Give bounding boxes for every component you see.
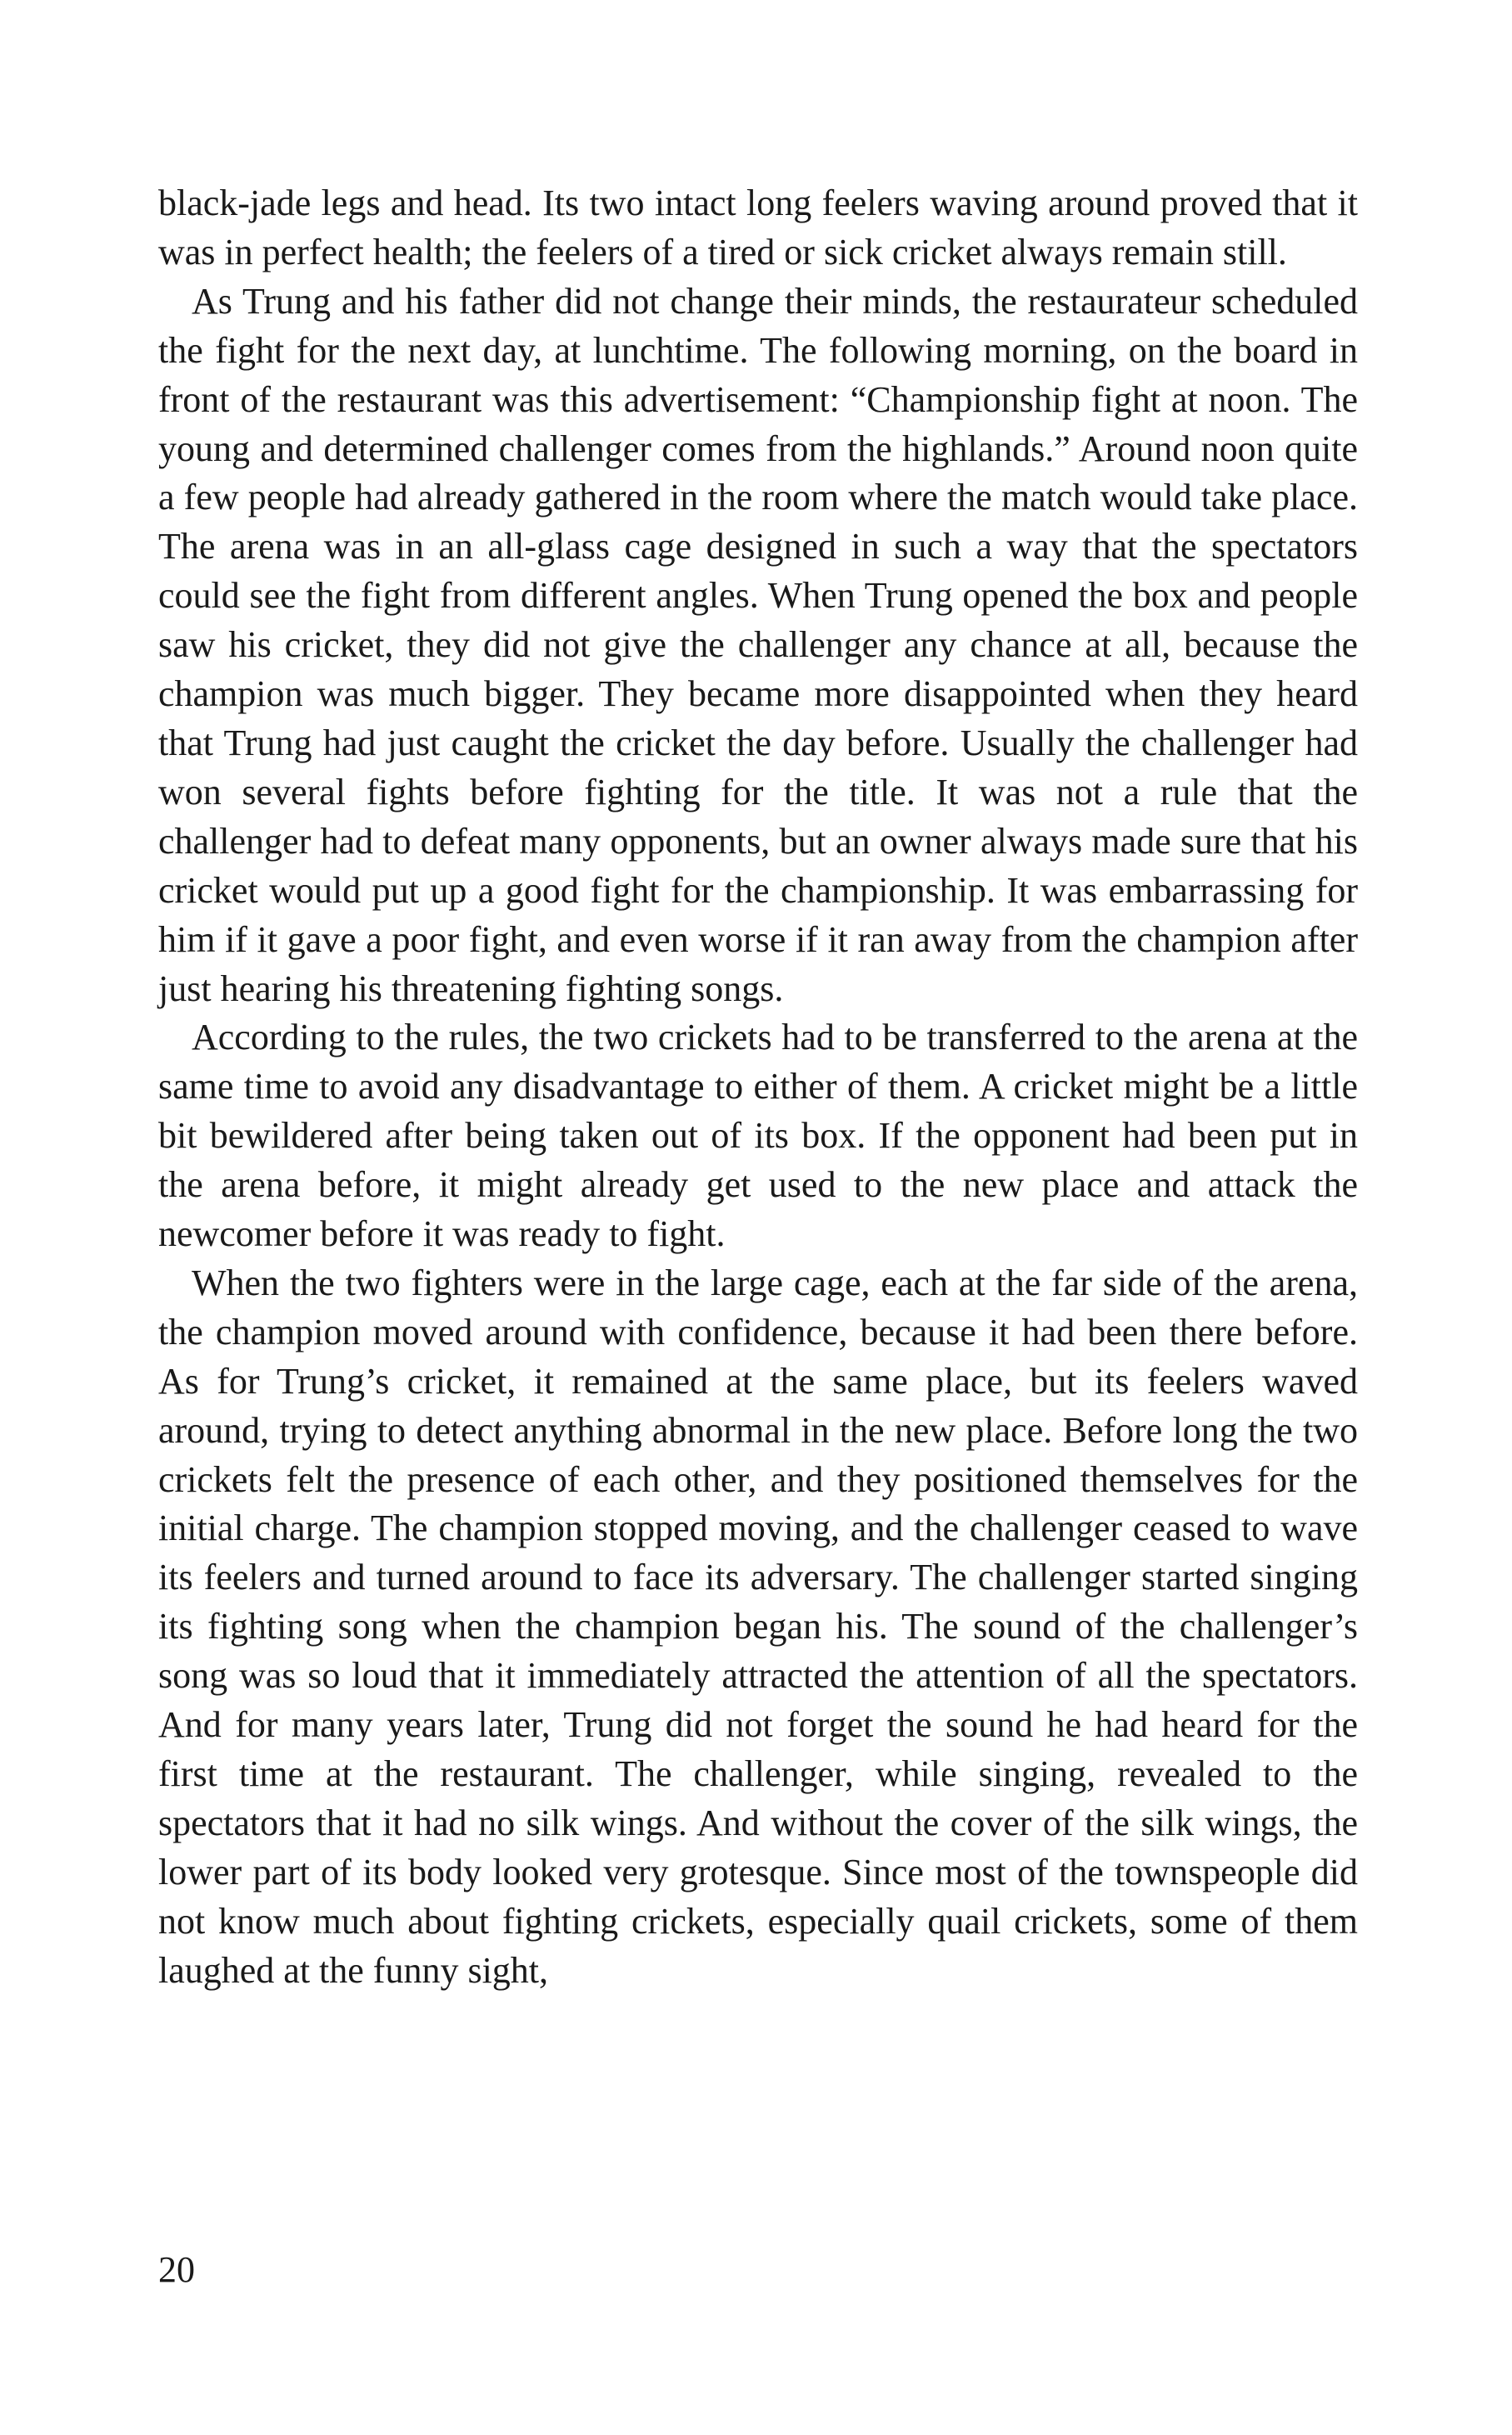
paragraph-3: According to the rules, the two crickets had to be transferred to the arena at the same time to avoid any disadvantage to either of them. A cricket might be a little bit bewildered after being taken out of its box. If the opponent had been put in the arena before, it might already get used to the new place and attack the newcomer before it was ready to fight.	[158, 1017, 1358, 1255]
body-text	[158, 179, 1358, 1996]
paragraph-2: As Trung and his father did not change their minds, the restaurateur scheduled the fight for the next day, at lunchtime. The following morning, on the board in front of the restaurant was this advertisement: “Championship fight at noon. The young and determined challenger comes from the highlands.” Around noon quite a few people had already gathered in the room where the match would take place. The arena was in an all-glass cage designed in such a way that the spectators could see the fight from different angles. When Trung opened the box and people saw his cricket, they did not give the challenger any chance at all, because the champion was much bigger. They became more disappointed when they heard that Trung had just caught the cricket the day before. Usually the challenger had won several fights before fighting for the title. It was not a rule that the challenger had to defeat many opponents, but an owner always made sure that his cricket would put up a good fight for the championship. It was embarrassing for him if it gave a poor fight, and even worse if it ran away from the champion after just hearing his threatening fighting songs.	[158, 280, 1358, 1009]
paragraph-1: black-jade legs and head. Its two intact long feelers waving around proved that it was in perfect health; the feelers of a tired or sick cricket always remain still.	[158, 182, 1358, 272]
page-number: 20	[158, 2249, 195, 2290]
paragraph-4: When the two fighters were in the large cage, each at the far side of the arena, the champion moved around with confidence, because it had been there before. As for Trung’s cricket, it remained at the same place, but its feelers waved around, trying to detect anything abnormal in the new place. Before long the two crickets felt the presence of each other, and they positioned themselves for the initial charge. The champion stopped moving, and the challenger ceased to wave its feelers and turned around to face its adversary. The challenger started singing its fighting song when the champion began his. The sound of the challenger’s song was so loud that it immediately attracted the attention of all the spectators. And for many years later, Trung did not forget the sound he had heard for the first time at the restaurant. The challenger, while singing, revealed to the spectators that it had no silk wings. And without the cover of the silk wings, the lower part of its body looked very grotesque. Since most of the townspeople did not know much about fighting crickets, especially quail crickets, some of them laughed at the funny sight,	[158, 1262, 1358, 1991]
